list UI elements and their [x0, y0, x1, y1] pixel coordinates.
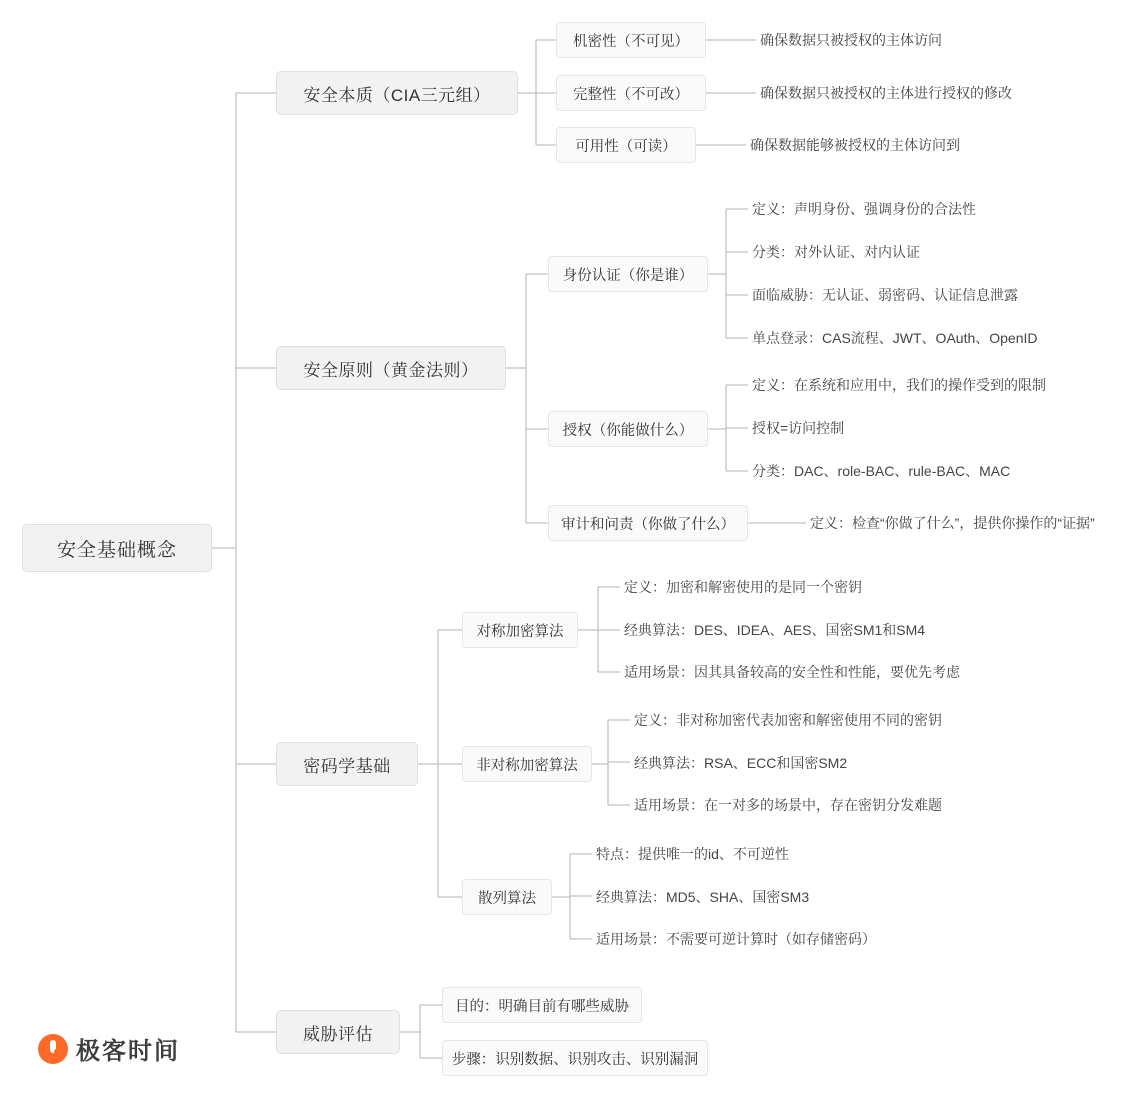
- child-label: 步骤：识别数据、识别攻击、识别漏洞: [451, 1051, 699, 1068]
- leaf-label: 定义：加密和解密使用的是同一个密钥: [624, 579, 862, 595]
- branch-node-threat-assessment[interactable]: [276, 1010, 400, 1054]
- leaf-label: 经典算法：MD5、SHA、国密SM3: [596, 889, 810, 905]
- root-node[interactable]: [22, 524, 212, 572]
- child-node-confidentiality[interactable]: [556, 22, 706, 58]
- geek-time-logo-icon: [38, 1034, 68, 1064]
- leaf-auth-definition: [752, 196, 1092, 222]
- child-node-threat-purpose[interactable]: [442, 987, 642, 1023]
- leaf-audit-definition: [810, 510, 1140, 536]
- root-node-label: 安全基础概念: [56, 539, 177, 561]
- child-label: 完整性（不可改）: [573, 86, 689, 103]
- child-node-authentication[interactable]: [548, 256, 708, 292]
- leaf-symmetric-definition: [624, 574, 974, 600]
- leaf-label: 适用场景：在一对多的场景中，存在密钥分发难题: [634, 797, 942, 813]
- leaf-label: 分类：对外认证、对内认证: [752, 244, 920, 260]
- leaf-hash-features: [596, 841, 926, 867]
- branch-node-security-principles[interactable]: [276, 346, 506, 390]
- leaf-integrity-desc: [760, 80, 1100, 106]
- leaf-authz-classification: [752, 458, 1092, 484]
- leaf-label: 定义：在系统和应用中，我们的操作受到的限制: [752, 377, 1046, 393]
- leaf-label: 经典算法：DES、IDEA、AES、国密SM1和SM4: [624, 622, 926, 638]
- leaf-label: 授权=访问控制: [752, 420, 845, 436]
- child-node-availability[interactable]: [556, 127, 696, 163]
- child-label: 对称加密算法: [476, 623, 564, 640]
- leaf-symmetric-algorithms: [624, 617, 984, 643]
- leaf-label: 分类：DAC、role-BAC、rule-BAC、MAC: [752, 463, 1011, 479]
- leaf-label: 面临威胁：无认证、弱密码、认证信息泄露: [752, 287, 1018, 303]
- leaf-hash-scenarios: [596, 926, 966, 952]
- leaf-label: 确保数据只被授权的主体进行授权的修改: [760, 85, 1012, 101]
- leaf-asymmetric-scenarios: [634, 792, 1014, 818]
- leaf-label: 定义：非对称加密代表加密和解密使用不同的密钥: [634, 712, 942, 728]
- child-label: 散列算法: [478, 890, 536, 907]
- leaf-label: 适用场景：因其具备较高的安全性和性能，要优先考虑: [624, 664, 960, 680]
- leaf-symmetric-scenarios: [624, 659, 1004, 685]
- child-label: 身份认证（你是谁）: [562, 267, 694, 284]
- leaf-label: 定义：检查“你做了什么”，提供你操作的“证据”: [810, 515, 1095, 531]
- branch-label: 安全本质（CIA三元组）: [303, 85, 491, 105]
- leaf-label: 特点：提供唯一的id、不可逆性: [596, 846, 789, 862]
- child-node-threat-steps[interactable]: [442, 1040, 708, 1076]
- child-node-integrity[interactable]: [556, 75, 706, 111]
- leaf-confidentiality-desc: [760, 27, 1090, 53]
- leaf-asymmetric-algorithms: [634, 750, 974, 776]
- child-node-authorization[interactable]: [548, 411, 708, 447]
- branch-label: 威胁评估: [303, 1024, 373, 1044]
- leaf-label: 确保数据能够被授权的主体访问到: [750, 137, 960, 153]
- leaf-availability-desc: [750, 132, 1080, 158]
- child-label: 授权（你能做什么）: [562, 422, 694, 439]
- branch-node-security-essence[interactable]: [276, 71, 518, 115]
- child-label: 审计和问责（你做了什么）: [561, 516, 735, 533]
- leaf-authz-definition: [752, 372, 1122, 398]
- leaf-asymmetric-definition: [634, 707, 1014, 733]
- child-label: 可用性（可读）: [575, 138, 677, 155]
- leaf-hash-algorithms: [596, 884, 926, 910]
- leaf-auth-threats: [752, 282, 1112, 308]
- branch-label: 密码学基础: [303, 756, 391, 776]
- branch-label: 安全原则（黄金法则）: [303, 360, 479, 380]
- child-node-symmetric-encryption[interactable]: [462, 612, 578, 648]
- leaf-label: 定义：声明身份、强调身份的合法性: [752, 201, 976, 217]
- leaf-label: 确保数据只被授权的主体访问: [760, 32, 942, 48]
- child-node-hash-algorithm[interactable]: [462, 879, 552, 915]
- child-label: 非对称加密算法: [476, 757, 578, 774]
- leaf-auth-sso: [752, 325, 1112, 351]
- leaf-authz-equals-access-control: [752, 415, 1052, 441]
- child-label: 目的：明确目前有哪些威胁: [455, 998, 629, 1015]
- brand-logo: [38, 1031, 180, 1066]
- branch-node-cryptography[interactable]: [276, 742, 418, 786]
- child-node-asymmetric-encryption[interactable]: [462, 746, 592, 782]
- child-label: 机密性（不可见）: [573, 33, 689, 50]
- leaf-label: 单点登录：CAS流程、JWT、OAuth、OpenID: [752, 330, 1038, 346]
- leaf-label: 适用场景：不需要可逆计算时（如存储密码）: [596, 931, 876, 947]
- leaf-auth-classification: [752, 239, 1092, 265]
- brand-logo-text: 极客时间: [76, 1038, 180, 1065]
- leaf-label: 经典算法：RSA、ECC和国密SM2: [634, 755, 848, 771]
- child-node-audit-accountability[interactable]: [548, 505, 748, 541]
